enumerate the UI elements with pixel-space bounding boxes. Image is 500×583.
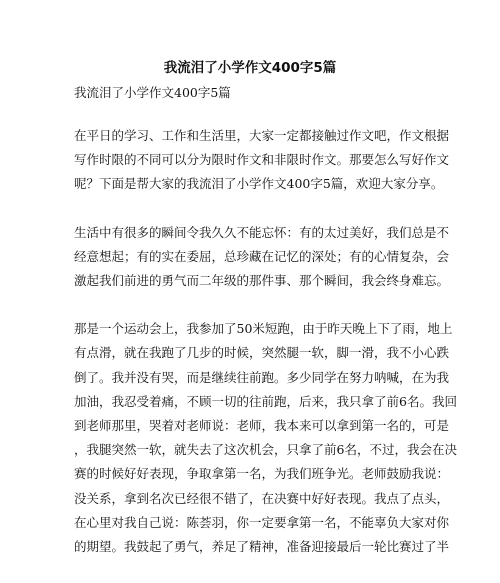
paragraph-line: 没关系，拿到名次已经很不错了，在决赛中好好表现。我点了点头， bbox=[74, 490, 450, 506]
paragraph-line: 有点滑，就在我跑了几步的时候，突然腿一软，脚一滑，我不小心跌 bbox=[74, 345, 450, 361]
document-body bbox=[74, 124, 457, 583]
document-subtitle: 我流泪了小学作文400字5篇 bbox=[74, 85, 231, 100]
paragraph bbox=[74, 221, 450, 294]
paragraph-line: 激起我们前进的勇气而二年级的那件事、那个瞬间，我会终身难忘。 bbox=[74, 273, 450, 289]
paragraph bbox=[74, 317, 457, 559]
paragraph-line: 写作时限的不同可以分为限时作文和非限时作文。那要怎么写好作文 bbox=[74, 152, 450, 168]
paragraph-line: 倒了。我并没有哭，而是继续往前跑。多少同学在努力呐喊，在为我 bbox=[74, 369, 450, 385]
paragraph-line: 生活中有很多的瞬间令我久久不能忘怀：有的太过美好，我们总是不 bbox=[74, 224, 450, 240]
paragraph-line: 在心里对我自己说：陈荟羽，你一定要拿第一名，不能辜负大家对你 bbox=[74, 514, 450, 530]
paragraph-line: 的期望。我鼓起了勇气，养足了精神，准备迎接最后一轮比赛过了半 bbox=[74, 539, 450, 555]
paragraph-line: 加油，我忍受着痛，不顾一切的往前跑，后来，我只拿了前6名。我回 bbox=[74, 393, 457, 409]
paragraph-line: 到老师那里，哭着对老师说：老师，我本来可以拿到第一名的，可是 bbox=[74, 418, 450, 434]
paragraph-line: 经意想起；有的实在委屈，总珍藏在记忆的深处；有的心情复杂，会 bbox=[74, 248, 450, 264]
paragraph-line: 在平日的学习、工作和生活里，大家一定都接触过作文吧，作文根据 bbox=[74, 128, 450, 143]
paragraph-line: 呢？下面是帮大家的我流泪了小学作文400字5篇，欢迎大家分享。 bbox=[74, 176, 444, 192]
paragraph bbox=[74, 124, 450, 197]
paragraph-line: 赛的时候好好表现，争取拿第一名，为我们班争光。老师鼓励我说： bbox=[74, 466, 450, 482]
document-title: 我流泪了小学作文400字5篇 bbox=[163, 60, 337, 76]
paragraph-line: ，我腿突然一软，就失去了这次机会，只拿了前6名，不过，我会在决 bbox=[74, 442, 457, 458]
paragraph-line: 那是一个运动会上，我参加了50米短跑，由于昨天晚上下了雨，地上 bbox=[74, 321, 453, 337]
